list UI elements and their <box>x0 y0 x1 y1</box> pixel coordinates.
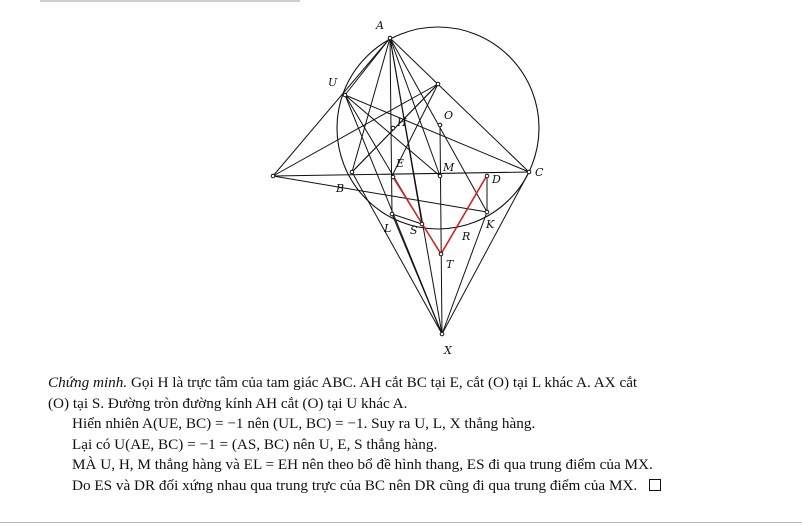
proof-text <box>48 373 768 496</box>
proof-line-5: MÀ U, H, M thẳng hàng và EL = EH nên theo bổ đề hình thang, ES đi qua trung điểm của MX. <box>72 456 653 473</box>
label-H: H <box>397 116 407 129</box>
label-U: U <box>328 76 338 89</box>
label-A: A <box>376 19 384 32</box>
label-K: K <box>486 218 495 231</box>
qed-box-icon <box>649 479 661 491</box>
red-segments <box>393 177 486 254</box>
label-E: E <box>396 157 405 170</box>
proof-line-6-text: Do ES và DR đối xứng nhau qua trung trực của BC nên DR cũng đi qua trung điểm của MX. <box>72 476 638 494</box>
black-lines <box>273 38 529 334</box>
label-R: R <box>462 230 471 243</box>
label-C: C <box>535 166 544 179</box>
proof-line-6 <box>48 476 768 497</box>
label-L: L <box>384 222 392 235</box>
label-T: T <box>446 258 454 271</box>
label-M: M <box>443 161 455 174</box>
label-X: X <box>444 344 452 357</box>
label-O: O <box>444 109 454 122</box>
point-markers <box>271 36 531 336</box>
bottom-rule <box>0 522 802 523</box>
label-S: S <box>410 224 418 237</box>
proof-lead: Chứng minh. <box>48 374 128 391</box>
proof-line-4: Lại có U(AE, BC) = −1 = (AS, BC) nên U, E, S thẳng hàng. <box>72 435 438 453</box>
proof-line-3: Hiển nhiên A(UE, BC) = −1 nên (UL, BC) = −1. Suy ra U, L, X thẳng hàng. <box>72 415 536 432</box>
proof-line-1 <box>48 373 768 394</box>
label-B: B <box>336 182 345 195</box>
label-D: D <box>492 173 501 186</box>
proof-line-2: (O) tại S. Đường tròn đường kính AH cắt (O) tại U khác A. <box>48 394 408 412</box>
proof-line-1-text: Gọi H là trực tâm của tam giác ABC. AH cắt BC tại E, cắt (O) tại L khác A. AX cắt <box>127 374 638 391</box>
